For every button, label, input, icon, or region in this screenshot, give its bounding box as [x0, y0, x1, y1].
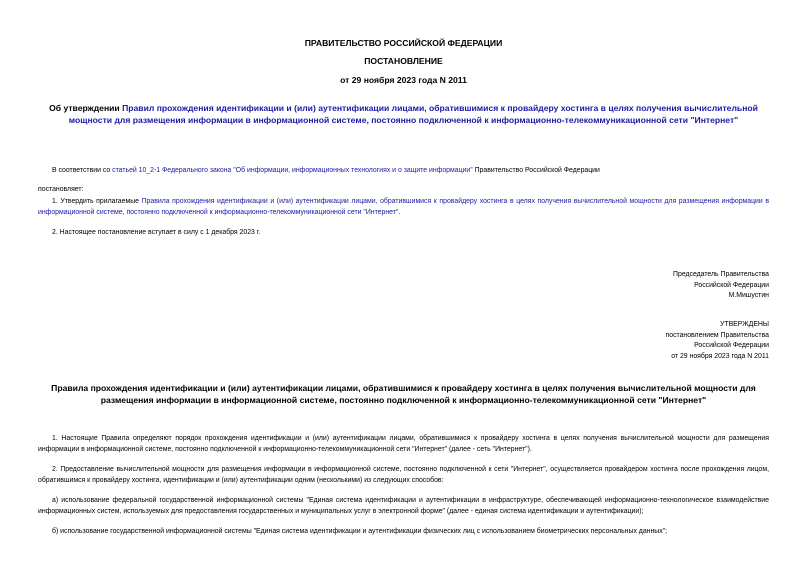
decree-title-link[interactable]: Правил прохождения идентификации и (или) аутентификации лицами, обратившимися к провайдеру хостинга в целях получения вычислительной мощности для размещения информации в информационной системе, постоянно подключенной к информационно-телекоммуникационной сети "Интернет": [68, 103, 758, 125]
decree-title: [38, 103, 769, 126]
item-1-prefix: 1. Утвердить прилагаемые: [52, 198, 142, 205]
rules-paragraph-1: 1. Настоящие Правила определяют порядок прохождения идентификации и (или) аутентификации лицами, обратившимися к провайдеру хостинга в целях получения вычислительной мощности для размещения информации в информационной системе, постоянно подключенной к информационно-телекоммуникационной сети "Интернет" (далее - сеть "Интернет").: [38, 435, 769, 453]
item-1-paragraph: [38, 197, 769, 218]
rules-link[interactable]: Правила прохождения идентификации и (или) аутентификации лицами, обратившимися к провайдеру хостинга в целях получения вычислительной мощности для размещения информации в информационной системе, постоянно подключенной к информационно-телекоммуникационной сети "Интернет": [38, 198, 769, 216]
decrees-text: постановляет:: [38, 186, 84, 193]
date-number-heading: от 29 ноября 2023 года N 2011: [340, 75, 467, 85]
item-2-paragraph: 2. Настоящее постановление вступает в силу с 1 декабря 2023 г.: [52, 229, 261, 236]
intro-prefix: В соответствии со: [52, 167, 113, 174]
signature-line-1: Председатель Правительства: [673, 271, 769, 278]
intro-suffix: Правительство Российской Федерации: [472, 167, 600, 174]
decree-title-prefix: Об утверждении: [49, 103, 123, 113]
rules-paragraph-a: а) использование федеральной государственной информационной системы "Единая система идентификации и аутентификации в инфраструктуре, обеспечивающей информационно-технологическое взаимодействие информационных систем, используемых для предоставления государственных и муниципальных услуг в электронной форме" (далее - единая система идентификации и аутентификации);: [38, 497, 769, 515]
rules-paragraph-2: 2. Предоставление вычислительной мощности для размещения информации в информационной системе, постоянно подключенной к сети "Интернет", осуществляется провайдером хостинга после прохождения лицом, обратившимся к провайдеру хостинга, идентификации и (или) аутентификации одним (несколькими) из следующих способов:: [38, 466, 769, 484]
law-article-link[interactable]: статьей 10_2-1 Федерального закона "Об информации, информационных технологиях и о защите информации": [112, 167, 473, 174]
rules-paragraph-b: б) использование государственной информационной системы "Единая система идентификации и аутентификации физических лиц с использованием биометрических персональных данных";: [52, 528, 668, 535]
document-type-heading: ПОСТАНОВЛЕНИЕ: [364, 56, 443, 66]
signature-line-2: Российской Федерации: [694, 281, 769, 289]
intro-paragraph: [38, 166, 769, 177]
government-heading: ПРАВИТЕЛЬСТВО РОССИЙСКОЙ ФЕДЕРАЦИИ: [304, 38, 503, 48]
approved-block: [509, 320, 769, 362]
item-1-suffix: .: [398, 208, 401, 216]
rules-title: Правила прохождения идентификации и (или) аутентификации лицами, обратившимися к провайдеру хостинга в целях получения вычислительной мощности для размещения информации в информационной системе, постоянно подключенной к информационно-телекоммуникационной сети "Интернет": [51, 383, 756, 405]
approved-line-4: от 29 ноября 2023 года N 2011: [671, 352, 769, 360]
approved-line-2: постановлением Правительства: [665, 331, 769, 339]
signature-block: [509, 270, 769, 302]
signature-line-3: М.Мишустин: [728, 292, 769, 299]
approved-line-1: УТВЕРЖДЕНЫ: [720, 321, 769, 328]
approved-line-3: Российской Федерации: [694, 342, 769, 349]
